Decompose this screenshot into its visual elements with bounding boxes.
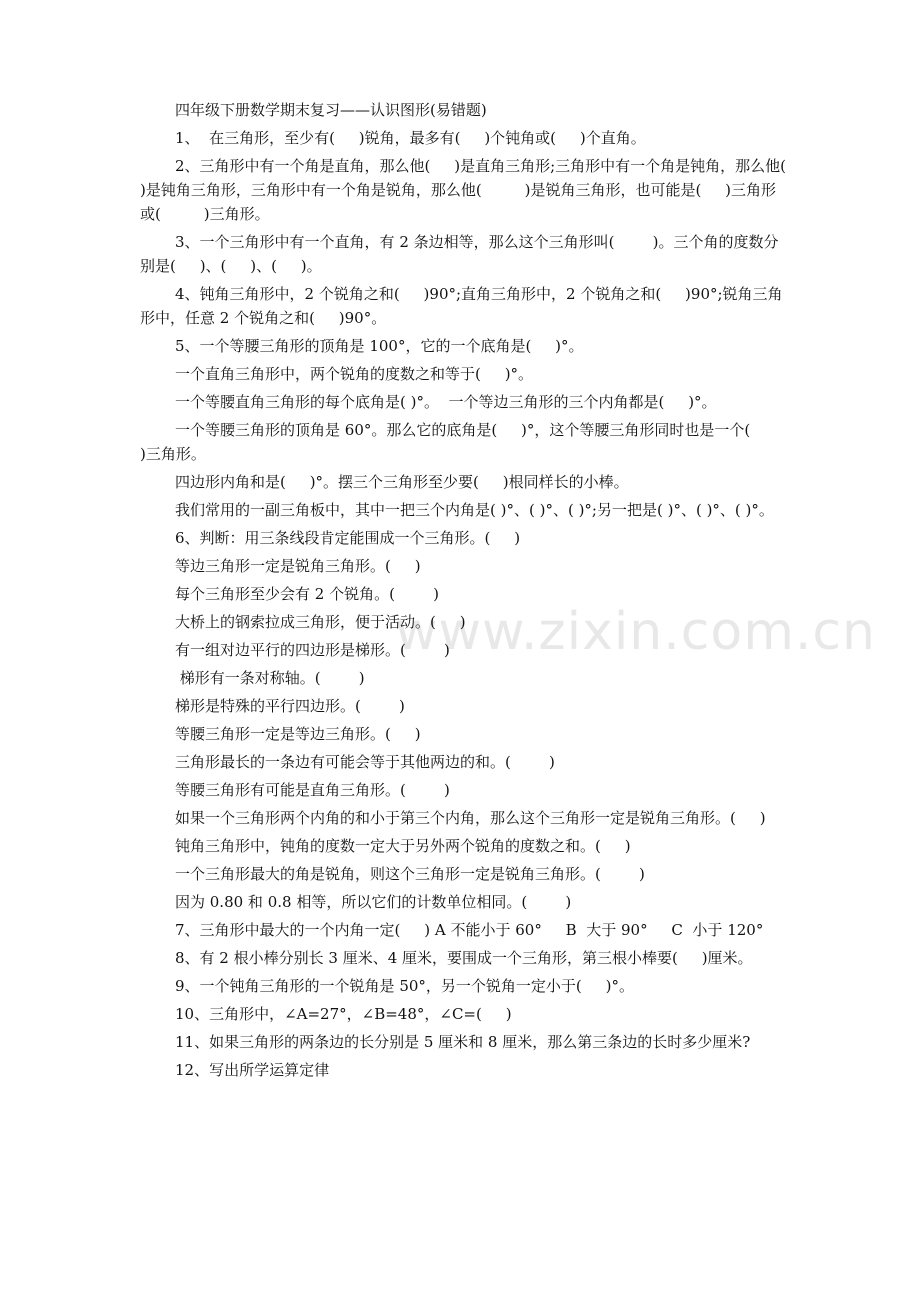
question-1: 1、 在三角形，至少有( )锐角，最多有( )个钝角或( )个直角。 xyxy=(175,129,646,147)
question-3: 3、一个三角形中有一个直角，有 2 条边相等，那么这个三角形叫( )。三个角的度数分别是( )、( )、( )。 xyxy=(140,233,779,275)
judgement-item: 有一组对边平行的四边形是梯形。( ) xyxy=(175,641,450,659)
document-title: 四年级下册数学期末复习——认识图形(易错题) xyxy=(175,101,487,119)
question-8: 8、有 2 根小棒分别长 3 厘米、4 厘米，要围成一个三角形，第三根小棒要( )厘米。 xyxy=(175,949,753,967)
judgement-item: 钝角三角形中，钝角的度数一定大于另外两个锐角的度数之和。( ) xyxy=(175,837,631,855)
judgement-item: 等腰三角形一定是等边三角形。( ) xyxy=(175,725,421,743)
watermark: www.zixin.com.cn xyxy=(395,602,876,662)
judgement-item: 如果一个三角形两个内角的和小于第三个内角，那么这个三角形一定是锐角三角形。( ) xyxy=(175,809,766,827)
judgement-item: 三角形最长的一条边有可能会等于其他两边的和。( ) xyxy=(175,753,555,771)
judgement-item: 大桥上的钢索拉成三角形，便于活动。( ) xyxy=(175,613,466,631)
judgement-item: 每个三角形至少会有 2 个锐角。( ) xyxy=(175,585,439,603)
judgement-item: 因为 0.80 和 0.8 相等，所以它们的计数单位相同。( ) xyxy=(175,893,572,911)
question-5-line: 我们常用的一副三角板中，其中一把三个内角是( )°、( )°、( )°;另一把是( )°、( )°、( )°。 xyxy=(175,501,774,519)
judgement-item: 等腰三角形有可能是直角三角形。( ) xyxy=(175,781,450,799)
question-5-line: 一个等腰直角三角形的每个底角是( )°。 一个等边三角形的三个内角都是( )°。 xyxy=(175,393,717,411)
question-9: 9、一个钝角三角形的一个锐角是 50°，另一个锐角一定小于( )°。 xyxy=(175,977,634,995)
question-2: 2、三角形中有一个角是直角，那么他( )是直角三角形;三角形中有一个角是钝角，那么他( )是钝角三角形，三角形中有一个角是锐角，那么他( )是锐角三角形，也可能是( )三角形或( )三角形。 xyxy=(140,157,825,223)
question-10: 10、三角形中，∠A=27°，∠B=48°，∠C=( ) xyxy=(175,1005,512,1023)
question-5-line: 一个等腰三角形的顶角是 60°。那么它的底角是( )°，这个等腰三角形同时也是一个( )三角形。 xyxy=(140,421,789,463)
question-5: 5、一个等腰三角形的顶角是 100°，它的一个底角是( )°。 xyxy=(175,337,584,355)
judgement-item: 等边三角形一定是锐角三角形。( ) xyxy=(175,557,421,575)
document-body xyxy=(140,98,825,1086)
judgement-item: 梯形有一条对称轴。( ) xyxy=(175,669,365,687)
question-4: 4、钝角三角形中，2 个锐角之和( )90°;直角三角形中，2 个锐角之和( )90°;锐角三角形中，任意 2 个锐角之和( )90°。 xyxy=(140,285,783,327)
judgement-item: 一个三角形最大的角是锐角，则这个三角形一定是锐角三角形。( ) xyxy=(175,865,645,883)
judgement-item: 梯形是特殊的平行四边形。( ) xyxy=(175,697,405,715)
question-5-line: 一个直角三角形中，两个锐角的度数之和等于( )°。 xyxy=(175,365,534,383)
question-5-line: 四边形内角和是( )°。摆三个三角形至少要( )根同样长的小棒。 xyxy=(175,473,629,491)
question-7: 7、三角形中最大的一个内角一定( ) A 不能小于 60° B 大于 90° C 小于 120° xyxy=(175,921,764,939)
question-11: 11、如果三角形的两条边的长分别是 5 厘米和 8 厘米，那么第三条边的长时多少厘米? xyxy=(175,1033,751,1051)
question-12: 12、写出所学运算定律 xyxy=(175,1061,330,1079)
question-6: 6、判断：用三条线段肯定能围成一个三角形。( ) xyxy=(175,529,521,547)
